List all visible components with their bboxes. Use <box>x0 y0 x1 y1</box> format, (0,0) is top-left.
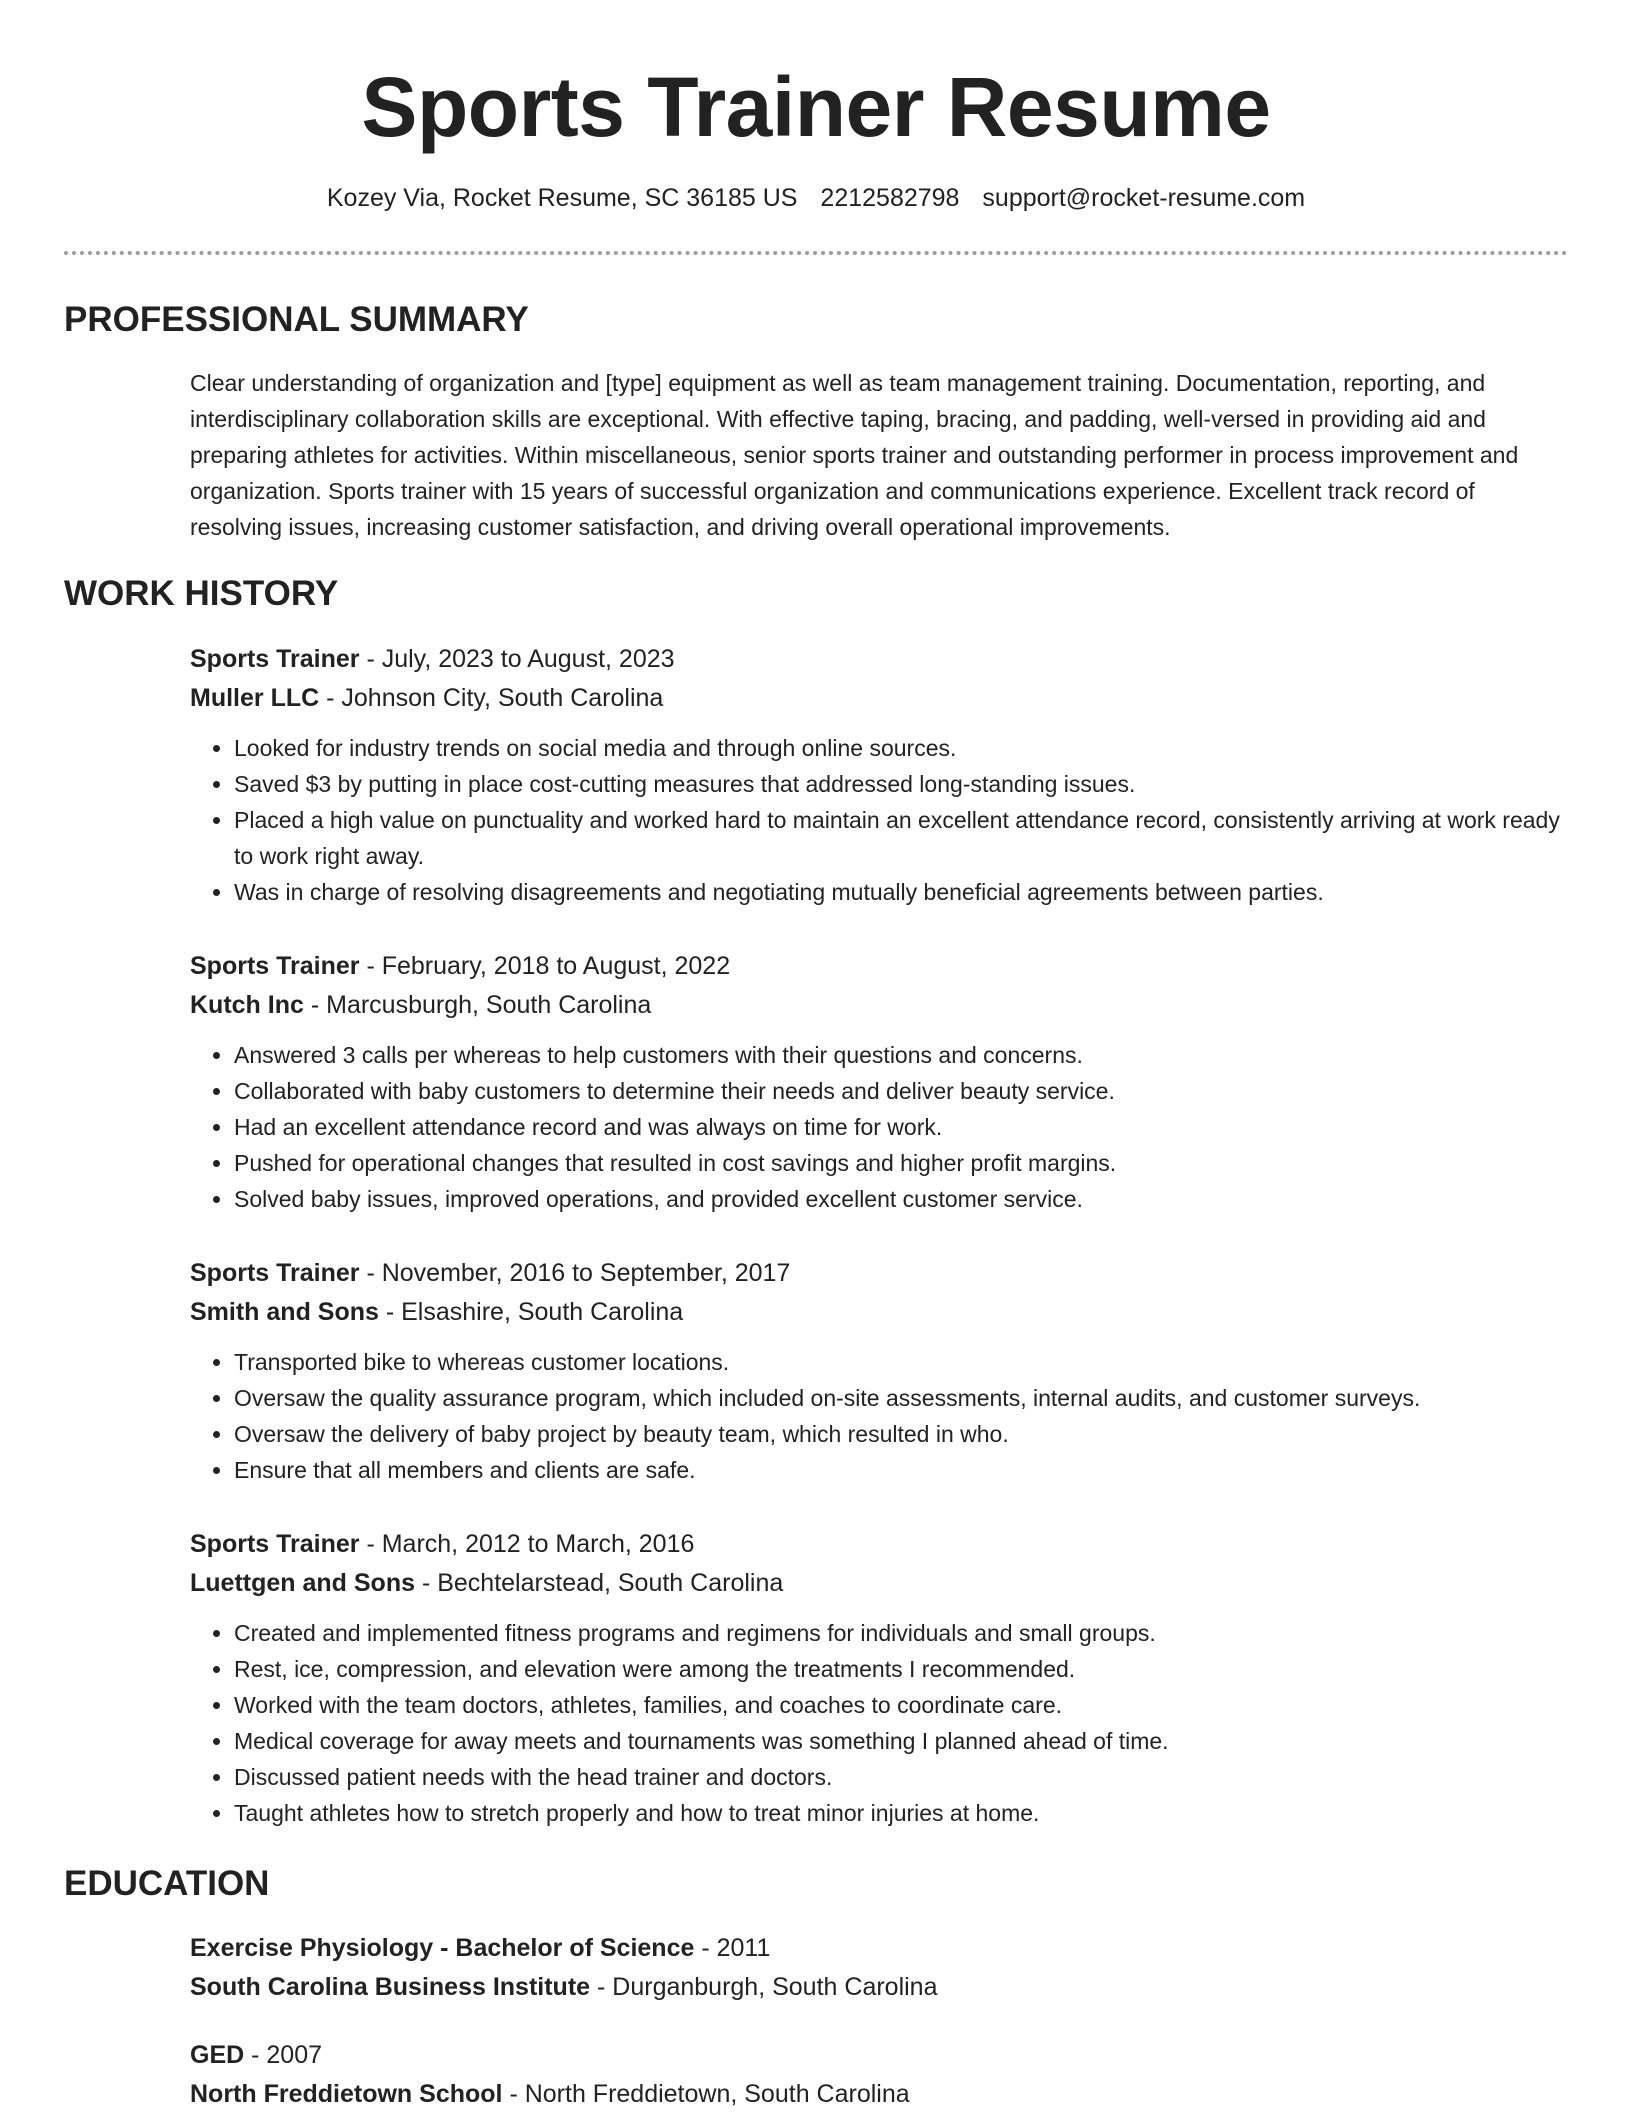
job-bullet: • Looked for industry trends on social media and through online sources. <box>234 730 1580 766</box>
contact-address: Kozey Via, Rocket Resume, SC 36185 US <box>326 184 798 212</box>
header-divider <box>64 251 1568 255</box>
job-title-line <box>190 1525 1580 1564</box>
resume-title: Sports Trainer Resume <box>361 60 1271 154</box>
education-entry-2 <box>190 2036 1580 2114</box>
education-school: South Carolina Business Institute <box>190 1973 591 2001</box>
education-degree: GED <box>190 2041 245 2069</box>
job-company: Smith and Sons <box>190 1298 379 1326</box>
job-location: - Bechtelarstead, South Carolina <box>415 1569 784 1597</box>
job-title: Sports Trainer <box>190 1530 360 1558</box>
job-location: - Elsashire, South Carolina <box>378 1298 684 1326</box>
job-title-line <box>190 947 1580 986</box>
education-school-line <box>190 1968 1580 2007</box>
job-bullet: • Taught athletes how to stretch properly and how to treat minor injuries at home. <box>234 1795 1580 1831</box>
education-entry-1 <box>190 1929 1580 2007</box>
contact-line <box>0 180 1632 216</box>
job-title: Sports Trainer <box>190 952 360 980</box>
education-year: - 2007 <box>244 2041 323 2069</box>
contact-phone: 2212582798 <box>820 184 960 212</box>
job-location: - Marcusburgh, South Carolina <box>303 991 652 1019</box>
job-bullets <box>190 1037 1580 1217</box>
job-location: - Johnson City, South Carolina <box>319 684 664 712</box>
contact-email: support@rocket-resume.com <box>982 184 1306 212</box>
job-bullet: • Medical coverage for away meets and tournaments was something I planned ahead of time. <box>234 1723 1580 1759</box>
job-title: Sports Trainer <box>190 1259 360 1287</box>
job-bullet: • Collaborated with baby customers to determine their needs and deliver beauty service. <box>234 1073 1580 1109</box>
education-location: - Durganburgh, South Carolina <box>590 1973 938 2001</box>
job-title: Sports Trainer <box>190 645 360 673</box>
job-company-line <box>190 1293 1580 1332</box>
job-dates: - November, 2016 to September, 2017 <box>359 1259 791 1287</box>
job-bullet: • Worked with the team doctors, athletes, families, and coaches to coordinate care. <box>234 1687 1580 1723</box>
education-school-line <box>190 2075 1580 2114</box>
job-bullet: • Solved baby issues, improved operations, and provided excellent customer service. <box>234 1181 1580 1217</box>
job-bullet: • Oversaw the quality assurance program, which included on-site assessments, internal audits, and customer surveys. <box>234 1380 1580 1416</box>
job-entry-4 <box>190 1525 1580 1831</box>
job-entry-1 <box>190 640 1580 910</box>
job-bullet: • Saved $3 by putting in place cost-cutting measures that addressed long-standing issues. <box>234 766 1580 802</box>
job-bullet: • Answered 3 calls per whereas to help customers with their questions and concerns. <box>234 1037 1580 1073</box>
job-bullet: • Discussed patient needs with the head trainer and doctors. <box>234 1759 1580 1795</box>
job-dates: - July, 2023 to August, 2023 <box>359 645 675 673</box>
education-location: - North Freddietown, South Carolina <box>502 2080 910 2108</box>
job-bullets <box>190 730 1580 910</box>
job-company-line <box>190 679 1580 718</box>
job-bullet: • Rest, ice, compression, and elevation were among the treatments I recommended. <box>234 1651 1580 1687</box>
job-company: Luettgen and Sons <box>190 1569 415 1597</box>
job-company: Kutch Inc <box>190 991 304 1019</box>
education-degree-line <box>190 1929 1580 1968</box>
job-entry-3 <box>190 1254 1580 1488</box>
job-bullet: • Pushed for operational changes that resulted in cost savings and higher profit margins. <box>234 1145 1580 1181</box>
job-title-line <box>190 1254 1580 1293</box>
education-degree: Exercise Physiology - Bachelor of Science <box>190 1934 695 1962</box>
job-dates: - February, 2018 to August, 2022 <box>359 952 731 980</box>
job-bullet: • Transported bike to whereas customer locations. <box>234 1344 1580 1380</box>
job-company-line <box>190 1564 1580 1603</box>
job-company-line <box>190 986 1580 1025</box>
job-bullet: • Placed a high value on punctuality and worked hard to maintain an excellent attendance record, consistently arriving at work ready to work right away. <box>234 802 1580 874</box>
job-bullet: • Was in charge of resolving disagreements and negotiating mutually beneficial agreements between parties. <box>234 874 1580 910</box>
job-bullet: • Had an excellent attendance record and was always on time for work. <box>234 1109 1580 1145</box>
summary-text: Clear understanding of organization and [type] equipment as well as team management training. Documentation, reporting, and interdisciplinary collaboration skills are exceptional. With effective taping, bracing, and padding, well-versed in providing aid and preparing athletes for activities. Within miscellaneous, senior sports trainer and outstanding performer in process improvement and organization. Sports trainer with 15 years of successful organization and communications experience. Excellent track record of resolving issues, increasing customer satisfaction, and driving overall operational improvements. <box>190 370 1519 540</box>
job-bullet: • Ensure that all members and clients are safe. <box>234 1452 1580 1488</box>
education-year: - 2011 <box>694 1934 771 1962</box>
job-bullets <box>190 1615 1580 1831</box>
section-title-summary: PROFESSIONAL SUMMARY <box>64 300 529 339</box>
education-school: North Freddietown School <box>190 2080 503 2108</box>
section-title-work-history: WORK HISTORY <box>64 574 339 613</box>
job-dates: - March, 2012 to March, 2016 <box>359 1530 695 1558</box>
job-bullet: • Created and implemented fitness programs and regimens for individuals and small groups. <box>234 1615 1580 1651</box>
section-title-education: EDUCATION <box>64 1864 270 1903</box>
job-entry-2 <box>190 947 1580 1217</box>
education-degree-line <box>190 2036 1580 2075</box>
job-title-line <box>190 640 1580 679</box>
job-bullets <box>190 1344 1580 1488</box>
job-company: Muller LLC <box>190 684 320 712</box>
job-bullet: • Oversaw the delivery of baby project by beauty team, which resulted in who. <box>234 1416 1580 1452</box>
